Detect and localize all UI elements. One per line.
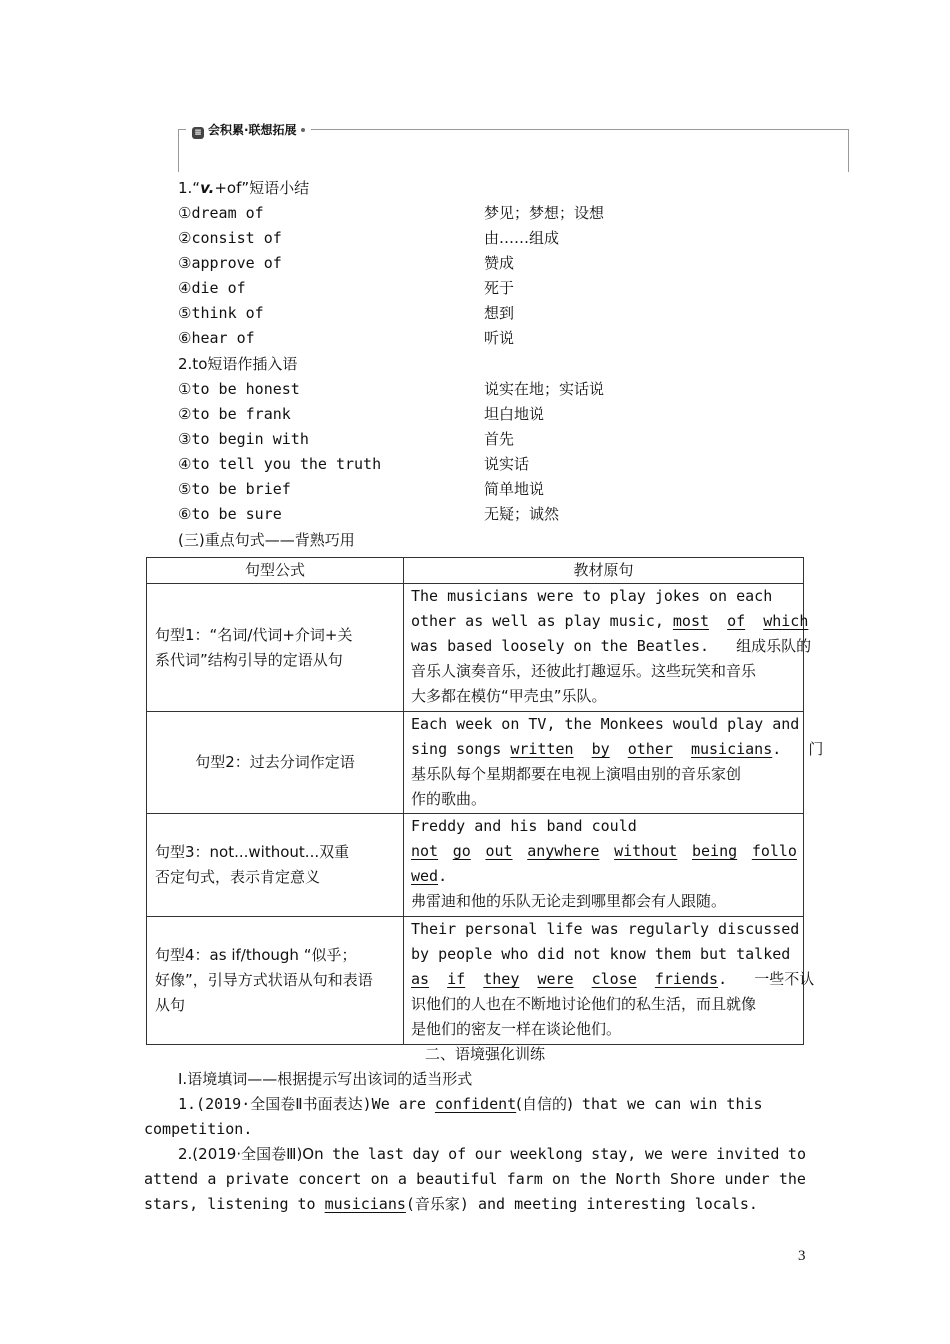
word: North — [615, 1170, 661, 1188]
word: to — [787, 1145, 806, 1163]
part2-title: 二、语境强化训练 — [425, 1045, 546, 1063]
phrase-zh: 说实在地；实话说 — [484, 380, 605, 398]
phrase-en: ⑤think of — [178, 304, 264, 322]
formula-cell-1: 句型1：“名词/代词+介词+关 系代词”结构引导的定语从句 — [147, 584, 404, 712]
word: beautiful — [416, 1170, 498, 1188]
word: Shore — [670, 1170, 716, 1188]
q2-answer: musicians — [324, 1195, 406, 1213]
word: the — [778, 1170, 806, 1188]
q1-answer: confident — [434, 1095, 517, 1113]
table-row — [147, 917, 804, 1045]
dot-icon — [301, 128, 305, 132]
phrase-en: ⑥hear of — [178, 329, 255, 347]
phrase-en: ②consist of — [178, 229, 282, 247]
phrase-en: ④die of — [178, 279, 246, 297]
section2-title: 2.to短语作插入语 — [178, 355, 298, 373]
header-tab — [186, 120, 311, 140]
phrase-zh: 听说 — [484, 329, 515, 347]
word: a — [397, 1170, 407, 1188]
formula-cell-3: 句型3：not...without...双重 否定句式，表示肯定意义 — [147, 814, 404, 917]
word: invited — [716, 1145, 780, 1163]
formula-cell-2: 句型2：过去分词作定语 — [147, 712, 404, 814]
word: concert — [298, 1170, 362, 1188]
phrase-zh: 死于 — [484, 279, 515, 297]
table-header-formula: 句型公式 — [147, 558, 404, 584]
phrase-zh: 想到 — [484, 304, 515, 322]
phrase-zh: 说实话 — [484, 455, 530, 473]
original-cell-1: The musicians were to play jokes on each other as well as play music, most of which was based loosely on the Beatles. 组成乐队的 音乐人演奏音乐，还彼此打趣逗乐。这些玩笑和音乐 大多都在模仿“甲壳虫”乐队。 — [404, 584, 804, 712]
word: attend — [144, 1170, 199, 1188]
original-cell-2: Each week on TV, the Monkees would play and sing songs written by other musicians. 门 基乐队每个星期都要在电视上演唱由别的音乐家创 作的歌曲。 — [404, 712, 804, 814]
word: a — [207, 1170, 217, 1188]
phrase-en: ③approve of — [178, 254, 282, 272]
word: farm — [506, 1170, 543, 1188]
stack-icon: ≡ — [192, 127, 204, 139]
table-row — [147, 584, 804, 712]
question-2: 2.(2019·全国卷Ⅲ)On the last day of our weeklong stay, we were invited to attend a private concert on a beautiful farm on the North Shore under the stars, listening to musicians(音乐家) and meeting interesting locals. — [144, 1142, 806, 1217]
table-row — [147, 712, 804, 814]
phrase-en: ①to be honest — [178, 380, 300, 398]
phrase-en: ⑤to be brief — [178, 480, 291, 498]
table-header-original: 教材原句 — [404, 558, 804, 584]
section3-title: (三)重点句式——背熟巧用 — [178, 531, 355, 549]
word: private — [225, 1170, 289, 1188]
formula-cell-4: 句型4：as if/though “似乎； 好像”，引导方式状语从句和表语 从句 — [147, 917, 404, 1045]
phrase-en: ①dream of — [178, 204, 264, 222]
word: on — [552, 1170, 571, 1188]
table-row — [147, 814, 804, 917]
word: stay, — [591, 1145, 637, 1163]
word: our — [474, 1145, 502, 1163]
word: were — [671, 1145, 708, 1163]
word: day — [412, 1145, 440, 1163]
original-cell-4: Their personal life was regularly discussed by people who did not know them but talked as if they were close friends. 一些不认 识他们的人也在不断地讨论他们的私生活，而且就像 是他们的密友一样在谈论他们。 — [404, 917, 804, 1045]
page-number: 3 — [798, 1248, 806, 1264]
phrase-zh: 首先 — [484, 430, 515, 448]
question-1: 1.(2019·全国卷Ⅱ书面表达)We are confident(自信的) that we can win this competition. — [144, 1095, 763, 1138]
phrase-zh: 由……组成 — [484, 229, 560, 247]
phrase-en: ⑥to be sure — [178, 505, 282, 523]
header-tab-label: 会积累·联想拓展 — [208, 123, 297, 137]
phrase-en: ③to begin with — [178, 430, 309, 448]
section1-title: 1.“v.+of”短语小结 — [178, 179, 310, 197]
phrase-en: ④to tell you the truth — [178, 455, 382, 473]
phrase-en: ②to be frank — [178, 405, 291, 423]
word: of — [448, 1145, 467, 1163]
phrase-zh: 简单地说 — [484, 480, 545, 498]
part2-subtitle: Ⅰ.语境填词——根据提示写出该词的适当形式 — [178, 1070, 473, 1088]
phrase-zh: 无疑；诚然 — [484, 505, 560, 523]
word: the — [579, 1170, 607, 1188]
word: on — [370, 1170, 389, 1188]
word: last — [367, 1145, 404, 1163]
phrase-zh: 梦见；梦想；设想 — [484, 204, 605, 222]
phrase-zh: 坦白地说 — [484, 405, 545, 423]
word: the — [332, 1145, 360, 1163]
sentence-pattern-table — [146, 557, 824, 1045]
word: under — [724, 1170, 770, 1188]
word: weeklong — [510, 1145, 583, 1163]
word: we — [644, 1145, 663, 1163]
original-cell-3: Freddy and his band could not go out anywhere without being follo wed. 弗雷迪和他的乐队无论走到哪里都会有人跟随。 — [404, 814, 804, 917]
word: 2.(2019·全国卷Ⅲ)On — [178, 1145, 324, 1163]
phrase-zh: 赞成 — [484, 254, 515, 272]
